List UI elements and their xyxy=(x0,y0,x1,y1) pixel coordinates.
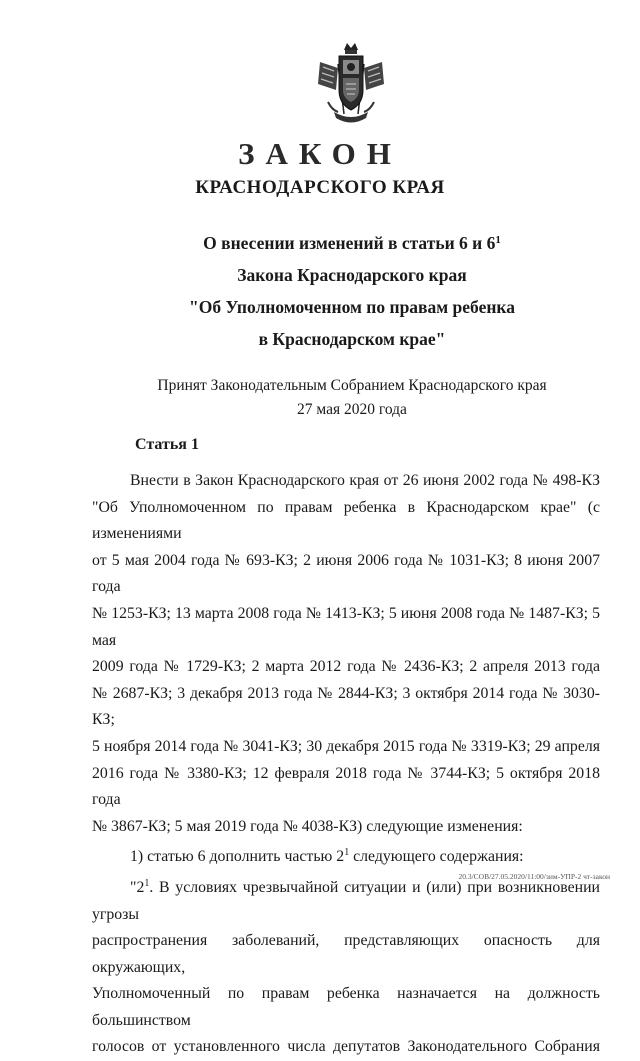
law-title: ЗАКОН xyxy=(238,136,402,171)
quote-first-text: . В условиях чрезвычайной ситуации и (или) при возникновении угрозы xyxy=(92,878,600,923)
item-1-line xyxy=(92,840,600,871)
body-line: № 1253-КЗ; 13 марта 2008 года № 1413-КЗ; 5 июня 2008 года № 1487-КЗ; 5 мая xyxy=(92,604,600,649)
quote-line: Уполномоченный по правам ребенка назначается на должность большинством xyxy=(92,985,600,1029)
body-line: 2016 года № 3380-КЗ; 12 февраля 2018 года № 3744-КЗ; 5 октября 2018 года xyxy=(92,764,600,809)
subject-line-4: в Краснодарском крае" xyxy=(258,329,446,349)
quote-line: голосов от установленного числа депутатов Законодательного Собрания xyxy=(92,1038,600,1056)
body-line: от 5 мая 2004 года № 693-КЗ; 2 июня 2006 года № 1031-КЗ; 8 июня 2007 года xyxy=(92,551,600,596)
body-line: 2009 года № 1729-КЗ; 2 марта 2012 года № 2436-КЗ; 2 апреля 2013 года xyxy=(92,658,600,676)
body-line: № 3867-КЗ; 5 мая 2019 года № 4038-КЗ) следующие изменения: xyxy=(92,817,523,835)
item-1-text: 1) статью 6 дополнить частью 2 xyxy=(130,848,345,866)
subject-line-1 xyxy=(0,224,640,259)
subject-line-1-text: О внесении изменений в статьи 6 и 6 xyxy=(203,233,496,253)
subject-line-3: "Об Уполномоченном по правам ребенка xyxy=(189,297,515,317)
body-line: "Об Уполномоченном по правам ребенка в Краснодарском крае" (с изменениями xyxy=(92,498,600,543)
subject-line-1-sup: 1 xyxy=(495,234,501,246)
document-code: 20.3/СОВ/27.05.2020/11:00/зим-УПР-2 чт-закон xyxy=(458,872,610,881)
item-1-sup: 1 xyxy=(344,847,350,859)
law-subject xyxy=(0,224,640,355)
article-body xyxy=(92,468,600,1061)
body-line: Внести в Закон Краснодарского края от 26 июня 2002 года № 498-КЗ xyxy=(130,472,600,489)
coat-of-arms-icon xyxy=(314,40,388,128)
adoption-line-1: Принят Законодательным Собранием Краснодарского края xyxy=(157,377,547,394)
quote-number: "2 xyxy=(130,878,145,896)
subject-line-2: Закона Краснодарского края xyxy=(237,265,467,285)
article-heading: Статья 1 xyxy=(135,436,199,453)
adoption-note xyxy=(0,374,640,422)
body-line: № 2687-КЗ; 3 декабря 2013 года № 2844-КЗ; 3 октября 2014 года № 3030-КЗ; xyxy=(92,684,600,729)
region-title: КРАСНОДАРСКОГО КРАЯ xyxy=(195,177,445,198)
quote-sup: 1 xyxy=(144,877,150,889)
body-line: 5 ноября 2014 года № 3041-КЗ; 30 декабря 2015 года № 3319-КЗ; 29 апреля xyxy=(92,737,600,755)
item-1-rest: следующего содержания: xyxy=(349,848,524,866)
adoption-date: 27 мая 2020 года xyxy=(297,401,407,418)
quote-line: распространения заболеваний, представляющих опасность для окружающих, xyxy=(92,932,600,976)
